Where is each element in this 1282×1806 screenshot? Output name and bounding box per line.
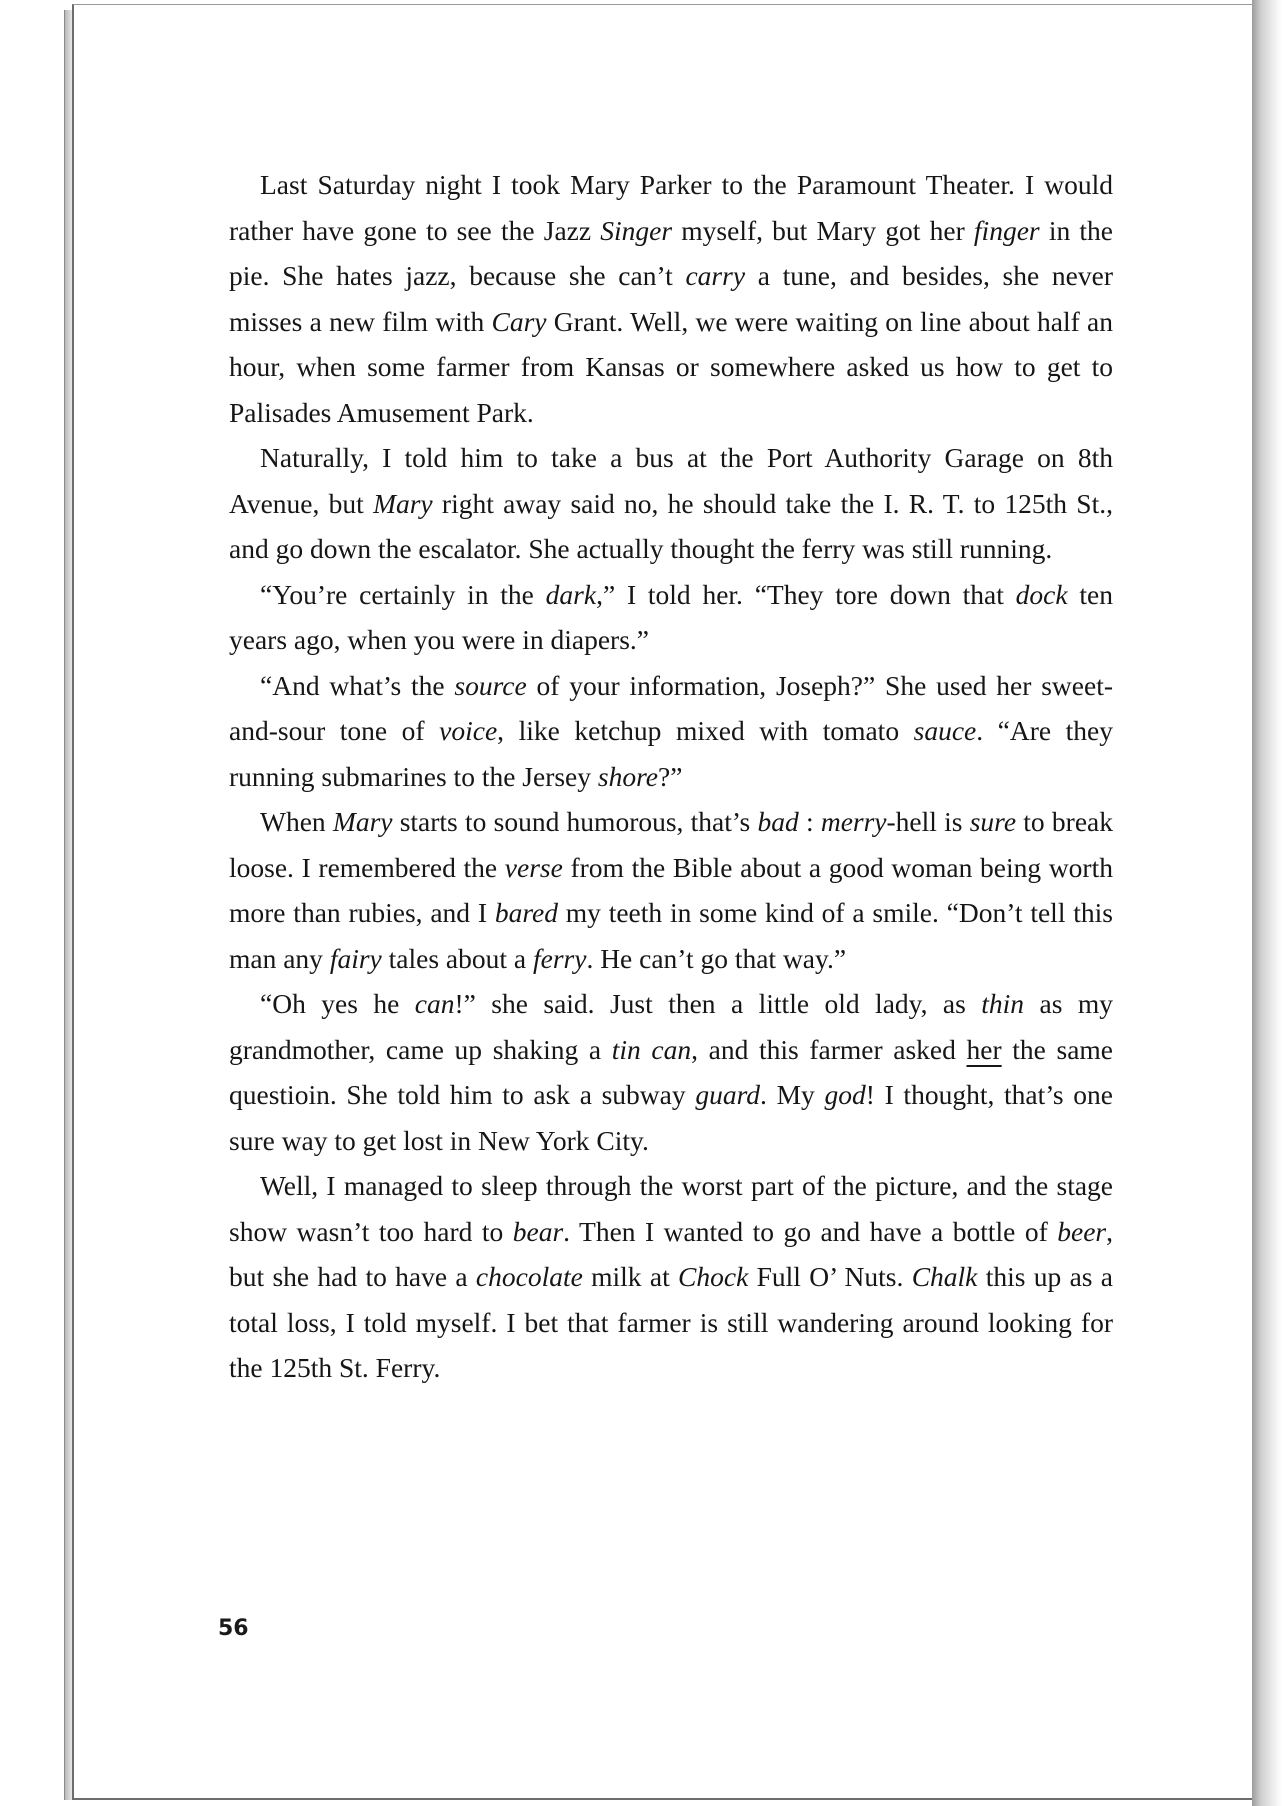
text-run: ,” I told her. “They tore down that [596, 578, 1016, 610]
italic-word: merry [820, 806, 887, 837]
text-run: . “Are they running submarines to the Jersey [229, 715, 1113, 792]
text-run: Full O’ Nuts. [748, 1261, 912, 1292]
paragraph-5 [229, 799, 1113, 981]
italic-word: god [824, 1079, 866, 1110]
italic-word: Chock [678, 1261, 749, 1292]
text-run: When [260, 806, 333, 837]
italic-word: bad [757, 806, 799, 837]
text-run: this up as a total loss, I told myself. I bet that farmer is still wandering around looking for the 125th St. Ferry. [229, 1261, 1113, 1383]
italic-word: thin [981, 988, 1025, 1019]
italic-word: source [454, 669, 527, 701]
italic-word: carry [685, 260, 746, 291]
italic-word: Mary [332, 806, 393, 837]
text-run: my teeth in some kind of a smile. “Don’t tell this man any [229, 897, 1113, 974]
italic-word: sauce [913, 715, 977, 746]
text-run: ten years ago, when you were in diapers.” [229, 578, 1113, 655]
text-run: starts to sound humorous, that’s [392, 806, 758, 837]
text-run: !” she said. Just then a little old lady, as [454, 988, 982, 1019]
text-run: . Then I wanted to go and have a bottle of [563, 1215, 1058, 1247]
text-run: “You’re certainly in the [260, 578, 546, 610]
text-run: in the pie. She hates jazz, because she can’t [229, 214, 1113, 291]
paragraph-3 [229, 572, 1113, 663]
text-run: from the Bible about a good woman being worth more than rubies, and I [229, 851, 1113, 928]
text-run: -hell is [886, 806, 970, 837]
italic-word: ferry [532, 942, 587, 974]
text-run: “And what’s the [260, 669, 455, 701]
text-run: as my grandmother, came up shaking a [229, 988, 1113, 1065]
italic-word: fairy [329, 942, 382, 974]
paragraph-6 [229, 981, 1113, 1163]
story-text [229, 162, 1113, 1391]
italic-word: tin can [611, 1033, 692, 1065]
paragraph-1 [229, 162, 1113, 435]
text-run: Last Saturday night I took Mary Parker to the Paramount Theater. I would rather have gone to see the Jazz [229, 169, 1113, 246]
text-run: ?” [657, 760, 683, 792]
text-run: : [798, 806, 821, 837]
page-number: 56 [218, 1616, 249, 1641]
text-run: of your information, Joseph?” She used her sweet-and-sour tone of [229, 669, 1113, 746]
text-run: , and this farmer asked [691, 1033, 967, 1065]
italic-word: can [414, 988, 455, 1019]
text-run: , like ketchup mixed with tomato [497, 715, 914, 746]
italic-word: Mary [373, 487, 433, 519]
italic-word: bared [494, 897, 558, 928]
italic-word: beer [1057, 1215, 1107, 1247]
text-run: Naturally, I told him to take a bus at the Port Authority Garage on 8th Avenue, but [229, 442, 1113, 519]
text-run: . He can’t go that way.” [586, 942, 847, 974]
text-run: . My [760, 1079, 825, 1110]
text-run: to break loose. I remembered the [229, 806, 1113, 883]
italic-word: voice [439, 715, 498, 746]
italic-word: dock [1015, 578, 1068, 610]
text-run: ! I thought, that’s one sure way to get lost in New York City. [229, 1079, 1114, 1156]
text-run: a tune, and besides, she never misses a new film with [229, 260, 1113, 337]
text-run: the same questioin. She told him to ask a subway [229, 1033, 1113, 1110]
italic-word: finger [973, 214, 1040, 246]
italic-word: sure [969, 806, 1017, 837]
italic-word: verse [504, 851, 563, 883]
text-run: “Oh yes he [260, 988, 415, 1019]
underlined-word: her [966, 1033, 1002, 1065]
italic-word: guard [695, 1079, 761, 1110]
text-run: Grant. Well, we were waiting on line about half an hour, when some farmer from Kansas or somewhere asked us how to get to Palisades Amusement Park. [229, 305, 1113, 428]
page-shadow [1252, 0, 1282, 1806]
paragraph-7 [229, 1163, 1113, 1391]
paragraph-2 [229, 435, 1113, 572]
text-run: right away said no, he should take the I. R. T. to 125th St., and go down the escalator. She actually thought the ferry was still running. [229, 487, 1113, 564]
italic-word: Singer [600, 214, 673, 246]
italic-word: bear [512, 1215, 564, 1247]
paragraph-4 [229, 663, 1113, 800]
italic-word: dark [545, 578, 597, 610]
italic-word: Cary [491, 305, 547, 337]
italic-word: Chalk [911, 1261, 978, 1292]
italic-word: shore [597, 760, 658, 792]
page-spine-edge [64, 10, 72, 1800]
text-run: milk at [582, 1261, 679, 1292]
text-run: , but she had to have a [229, 1215, 1113, 1292]
text-run: tales about a [381, 942, 533, 974]
italic-word: chocolate [475, 1261, 583, 1292]
text-run: myself, but Mary got her [672, 214, 974, 246]
text-run: Well, I managed to sleep through the worst part of the picture, and the stage show wasn’t too hard to [229, 1170, 1113, 1247]
